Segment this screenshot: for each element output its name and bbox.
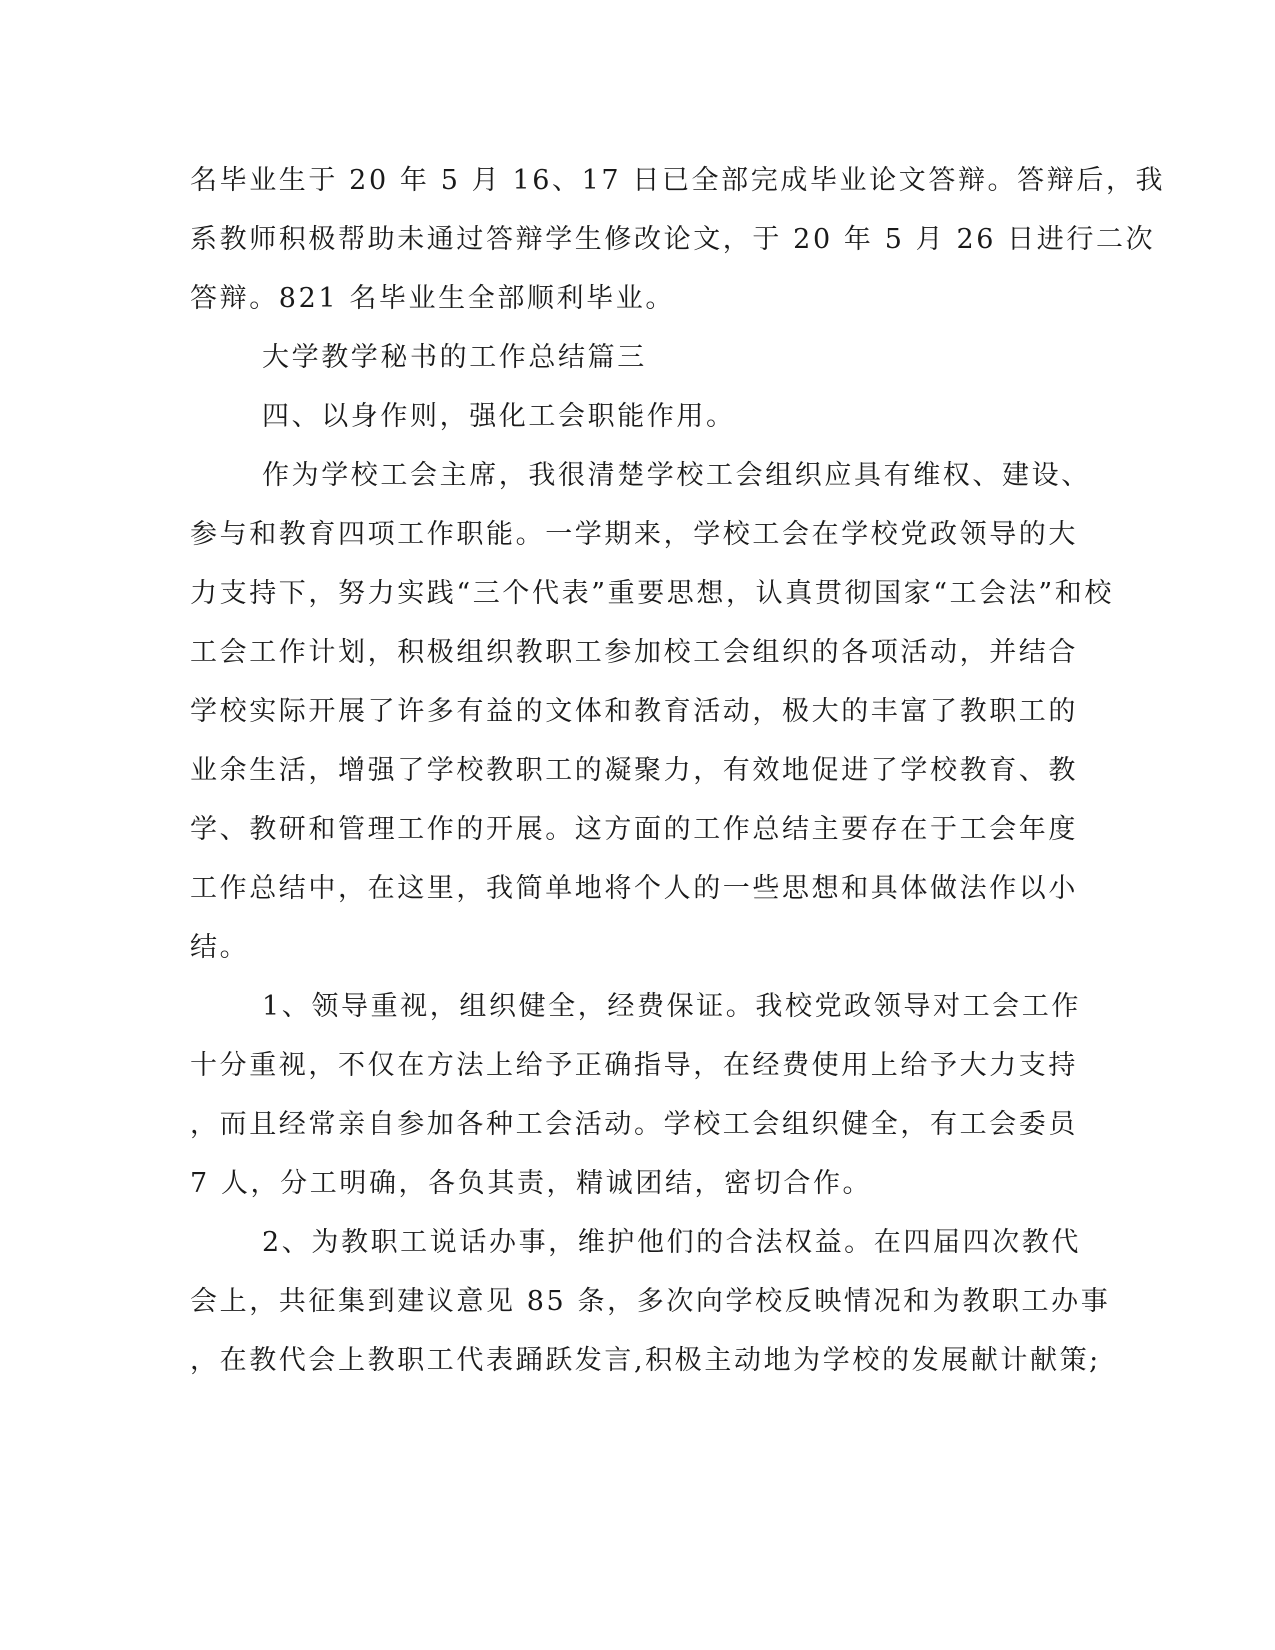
text-line: 工会工作计划，积极组织教职工参加校工会组织的各项活动，并结合 bbox=[190, 637, 1078, 668]
text-line: 结。 bbox=[190, 932, 250, 963]
text-line: 答辩。821 名毕业生全部顺利毕业。 bbox=[190, 283, 675, 314]
text-line: 十分重视，不仅在方法上给予正确指导，在经费使用上给予大力支持 bbox=[190, 1050, 1078, 1081]
text-line: 会上，共征集到建议意见 85 条，多次向学校反映情况和为教职工办事 bbox=[190, 1286, 1111, 1317]
text-line: 业余生活，增强了学校教职工的凝聚力，有效地促进了学校教育、教 bbox=[190, 755, 1078, 786]
text-line: 学校实际开展了许多有益的文体和教育活动，极大的丰富了教职工的 bbox=[190, 696, 1078, 727]
text-line: 系教师积极帮助未通过答辩学生修改论文，于 20 年 5 月 26 日进行二次 bbox=[190, 224, 1156, 255]
section-heading: 大学教学秘书的工作总结篇三 bbox=[262, 342, 647, 373]
text-line: 2、为教职工说话办事，维护他们的合法权益。在四届四次教代 bbox=[262, 1227, 1081, 1258]
text-line: ，而且经常亲自参加各种工会活动。学校工会组织健全，有工会委员 bbox=[190, 1109, 1078, 1140]
text-line: 1、领导重视，组织健全，经费保证。我校党政领导对工会工作 bbox=[262, 991, 1081, 1022]
subsection-heading: 四、以身作则，强化工会职能作用。 bbox=[262, 401, 736, 432]
text-line: 学、教研和管理工作的开展。这方面的工作总结主要存在于工会年度 bbox=[190, 814, 1078, 845]
text-line: ，在教代会上教职工代表踊跃发言,积极主动地为学校的发展献计献策; bbox=[190, 1345, 1101, 1376]
text-line: 参与和教育四项工作职能。一学期来，学校工会在学校党政领导的大 bbox=[190, 519, 1078, 550]
text-line: 7 人，分工明确，各负其责，精诚团结，密切合作。 bbox=[190, 1168, 873, 1199]
text-line: 工作总结中，在这里，我简单地将个人的一些思想和具体做法作以小 bbox=[190, 873, 1078, 904]
text-line: 作为学校工会主席，我很清楚学校工会组织应具有维权、建设、 bbox=[262, 460, 1091, 491]
text-line: 名毕业生于 20 年 5 月 16、17 日已全部完成毕业论文答辩。答辩后，我 bbox=[190, 165, 1166, 196]
text-line: 力支持下，努力实践“三个代表”重要思想，认真贯彻国家“工会法”和校 bbox=[190, 578, 1115, 609]
